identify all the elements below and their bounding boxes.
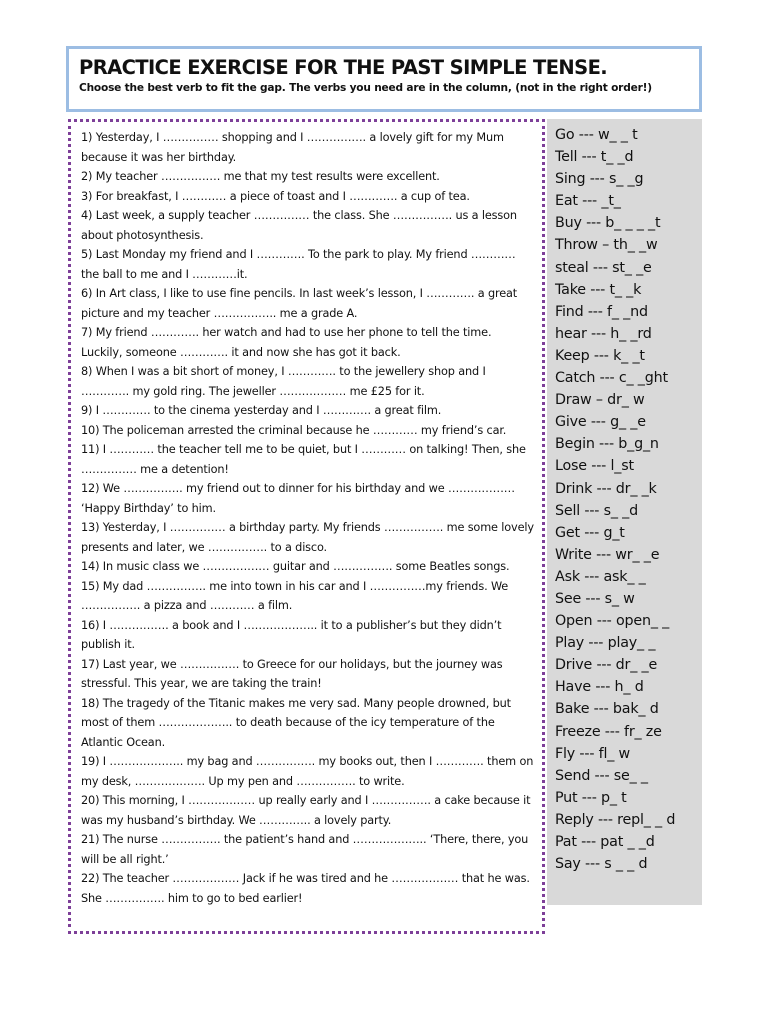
question-21: 21) The nurse ……………. the patient’s hand and ……………….. ‘There, there, you will be all right.’	[81, 833, 529, 866]
question-2: 2) My teacher ……………. me that my test results were excellent.	[81, 170, 440, 183]
verb-item: Have --- h_ d	[555, 679, 644, 696]
verb-list-panel	[547, 119, 702, 905]
questions-panel	[68, 119, 545, 934]
verb-item: Go --- w_ _ t	[555, 127, 638, 143]
worksheet-title: PRACTICE EXERCISE FOR THE PAST SIMPLE TENSE.	[79, 56, 608, 79]
verb-item: Ask --- ask_ _	[555, 568, 646, 585]
question-7: 7) My friend …………. her watch and had to use her phone to tell the time. Luckily, someone …………. it and now she has got it back.	[81, 326, 492, 359]
verb-item: Keep --- k_ _t	[555, 347, 645, 364]
verb-item: Play --- play_ _	[555, 635, 656, 652]
question-12: 12) We ……………. my friend out to dinner for his birthday and we ……………… ‘Happy Birthday’ to him.	[81, 482, 515, 515]
verb-item: Draw – dr_ w	[555, 392, 645, 409]
verb-item: Write --- wr_ _e	[555, 546, 660, 563]
question-11: 11) I ………… the teacher tell me to be quiet, but I ………… on talking! Then, she …………… me a detention!	[81, 443, 526, 476]
question-15: 15) My dad ……………. me into town in his car and I ……………my friends. We ……………. a pizza and ………… a film.	[81, 579, 509, 612]
verb-item: Begin --- b_g_n	[555, 436, 659, 453]
question-4: 4) Last week, a supply teacher …………… the class. She ……………. us a lesson about photosynthesis.	[81, 209, 517, 242]
verb-item: Tell --- t_ _d	[555, 149, 634, 166]
verb-item: Drive --- dr_ _e	[555, 657, 658, 674]
verb-item: Send --- se_ _	[555, 767, 648, 784]
question-13: 13) Yesterday, I …………… a birthday party. My friends ……………. me some lovely presents and later, we ……………. to a disco.	[81, 521, 534, 554]
question-10: 10) The policeman arrested the criminal because he ………… my friend’s car.	[81, 423, 507, 437]
verb-item: Bake --- bak_ d	[555, 701, 659, 718]
verb-item: Reply --- repl_ _ d	[555, 811, 676, 828]
verb-item: Open --- open_ _	[555, 613, 670, 630]
question-19: 19) I ……………….. my bag and ……………. my books out, then I …………. them on my desk, ………………. Up my pen and ……………. to write.	[81, 755, 534, 788]
question-6: 6) In Art class, I like to use fine pencils. In last week’s lesson, I …………. a great picture and my teacher …………….. me a grade A.	[81, 287, 518, 320]
verb-item: Lose --- l_st	[555, 458, 634, 475]
question-20: 20) This morning, I ……………… up really early and I ……………. a cake because it was my husband’s birthday. We ………….. a lovely party.	[81, 794, 531, 827]
verb-item: Put --- p_ t	[555, 789, 627, 806]
verb-item: Freeze --- fr_ ze	[555, 723, 662, 740]
question-18: 18) The tragedy of the Titanic makes me very sad. Many people drowned, but most of them ……………….. to death because of the icy temperature of the Atlantic Ocean.	[81, 696, 511, 749]
verb-item: Sell --- s_ _d	[555, 502, 638, 519]
verb-item: Sing --- s_ _g	[555, 171, 644, 188]
verb-item: Eat --- _t_	[555, 193, 621, 210]
verb-item: Say --- s _ _ d	[555, 856, 648, 873]
question-22: 22) The teacher ……………… Jack if he was tired and he ……………… that he was. She ……………. him to go to bed earlier!	[81, 872, 530, 905]
verb-item: Buy --- b_ _ _ _t	[555, 215, 661, 232]
verb-item: Get --- g_t	[555, 524, 625, 541]
verb-item: See --- s_ w	[555, 590, 635, 607]
question-16: 16) I ……………. a book and I ……………….. it to a publisher’s but they didn’t publish it.	[81, 618, 502, 651]
question-1: 1) Yesterday, I …………… shopping and I ……………. a lovely gift for my Mum because it was her birthday.	[81, 131, 504, 164]
question-3: 3) For breakfast, I ………… a piece of toast and I …………. a cup of tea.	[81, 189, 470, 203]
question-14: 14) In music class we ……………… guitar and ……………. some Beatles songs.	[81, 560, 510, 573]
worksheet-instructions: Choose the best verb to fit the gap. The verbs you need are in the column, (not in the right order!)	[79, 82, 652, 94]
question-17: 17) Last year, we ……………. to Greece for our holidays, but the journey was stressful. This year, we are taking the train!	[81, 657, 503, 690]
worksheet-header	[66, 46, 702, 112]
verb-item: hear --- h_ _rd	[555, 325, 652, 342]
question-8: 8) When I was a bit short of money, I …………. to the jewellery shop and I …………. my gold ring. The jeweller ……………… me £25 for it.	[81, 365, 486, 398]
verb-item: Throw – th_ _w	[555, 237, 658, 254]
verb-item: Pat --- pat _ _d	[555, 834, 655, 850]
verb-item: Catch --- c_ _ght	[555, 370, 668, 387]
verb-item: Give --- g_ _e	[555, 414, 646, 431]
verb-item: Fly --- fl_ w	[555, 745, 631, 762]
verb-item: Find --- f_ _nd	[555, 303, 648, 320]
question-9: 9) I …………. to the cinema yesterday and I …………. a great film.	[81, 404, 442, 417]
question-5: 5) Last Monday my friend and I …………. To the park to play. My friend ………… the ball to me and I …………it.	[81, 248, 516, 281]
verb-item: Take --- t_ _k	[555, 281, 642, 298]
verb-item: Drink --- dr_ _k	[555, 480, 657, 497]
verb-item: steal --- st_ _e	[555, 259, 652, 276]
